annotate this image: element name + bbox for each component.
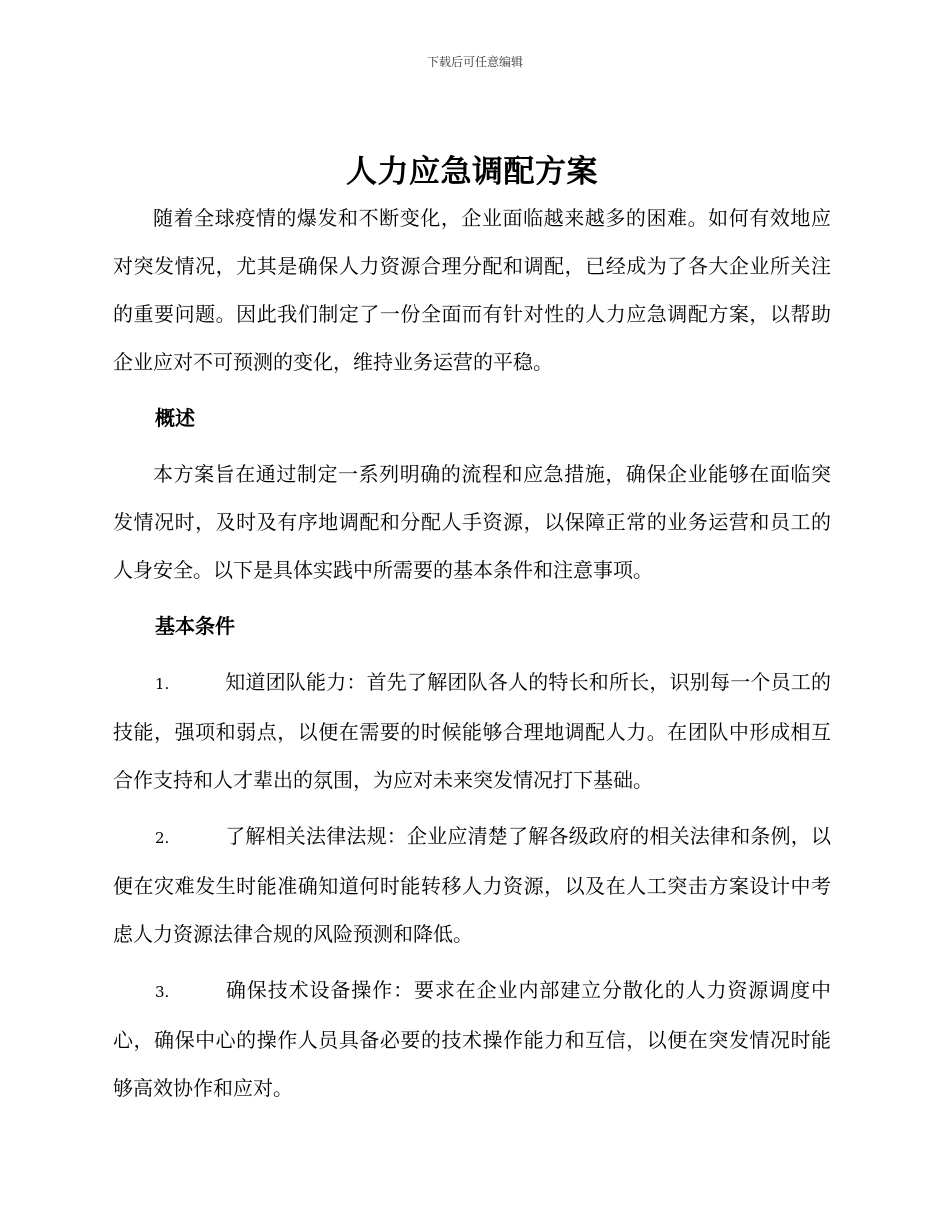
condition-item-2 [113, 812, 831, 958]
conditions-heading: 基本条件 [155, 614, 235, 638]
condition-number-1: 1. [155, 675, 170, 693]
condition-text-3: 确保技术设备操作：要求在企业内部建立分散化的人力资源调度中心，确保中心的操作人员具备必要的技术操作能力和互信，以便在突发情况时能够高效协作和应对。 [113, 978, 831, 1100]
condition-text-1: 知道团队能力：首先了解团队各人的特长和所长，识别每一个员工的技能，强项和弱点，以便在需要的时候能够合理地调配人力。在团队中形成相互合作支持和人才辈出的氛围，为应对未来突发情况打下基础。 [113, 670, 831, 792]
intro-paragraph: 随着全球疫情的爆发和不断变化，企业面临越来越多的困难。如何有效地应对突发情况，尤其是确保人力资源合理分配和调配，已经成为了各大企业所关注的重要问题。因此我们制定了一份全面而有针对性的人力应急调配方案，以帮助企业应对不可预测的变化，维持业务运营的平稳。 [113, 206, 831, 374]
condition-item-3 [113, 966, 831, 1112]
condition-item-1 [113, 658, 831, 804]
condition-text-2: 了解相关法律法规：企业应清楚了解各级政府的相关法律和条例，以便在灾难发生时能准确知道何时能转移人力资源，以及在人工突击方案设计中考虑人力资源法律合规的风险预测和降低。 [113, 824, 831, 946]
condition-number-2: 2. [155, 829, 170, 847]
conditions-list [113, 658, 831, 1112]
document-content [113, 150, 831, 1120]
condition-number-3: 3. [155, 983, 170, 1001]
overview-paragraph: 本方案旨在通过制定一系列明确的流程和应急措施，确保企业能够在面临突发情况时，及时及有序地调配和分配人手资源，以保障正常的业务运营和员工的人身安全。以下是具体实践中所需要的基本条件和注意事项。 [113, 462, 831, 582]
header-note: 下载后可任意编辑 [426, 55, 523, 69]
overview-heading: 概述 [155, 406, 195, 430]
document-title: 人力应急调配方案 [346, 154, 598, 190]
